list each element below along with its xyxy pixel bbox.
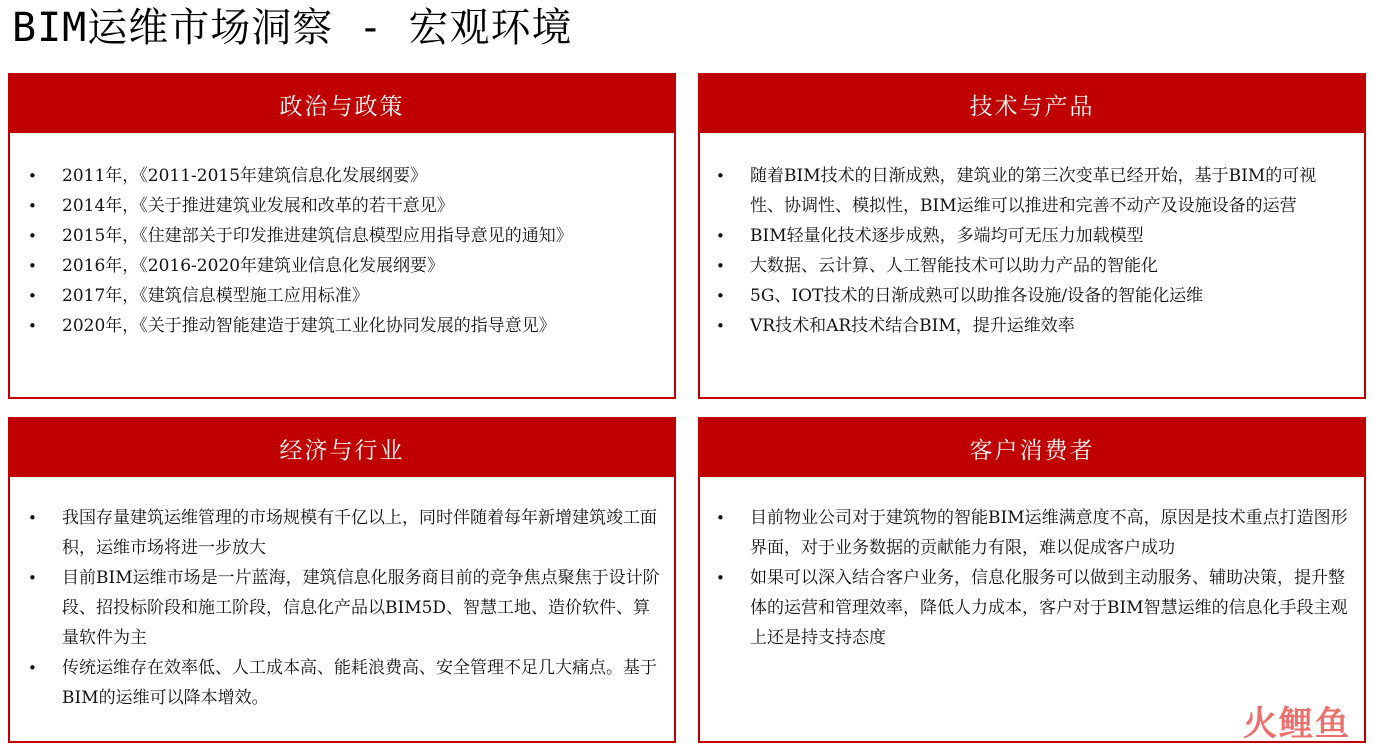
- bullet-list: [26, 161, 660, 341]
- list-item: • 2017年，《建筑信息模型施工应用标准》: [26, 281, 660, 311]
- list-item: • 我国存量建筑运维管理的市场规模有千亿以上，同时伴随着每年新增建筑竣工面积，运维市场将进一步放大: [26, 503, 660, 563]
- panel-body: [10, 477, 674, 713]
- panel-politics-policy: [8, 73, 676, 399]
- panel-header: 政治与政策: [10, 75, 674, 133]
- panel-header: 技术与产品: [700, 75, 1364, 133]
- list-item: • 大数据、云计算、人工智能技术可以助力产品的智能化: [714, 251, 1350, 281]
- list-item: • 目前BIM运维市场是一片蓝海，建筑信息化服务商目前的竞争焦点聚焦于设计阶段、招投标阶段和施工阶段，信息化产品以BIM5D、智慧工地、造价软件、算量软件为主: [26, 563, 660, 653]
- list-item: • 5G、IOT技术的日渐成熟可以助推各设施/设备的智能化运维: [714, 281, 1350, 311]
- panel-body: [10, 133, 674, 341]
- list-item: • BIM轻量化技术逐步成熟，多端均可无压力加载模型: [714, 221, 1350, 251]
- list-item: • 随着BIM技术的日渐成熟，建筑业的第三次变革已经开始，基于BIM的可视性、协调性、模拟性，BIM运维可以推进和完善不动产及设施设备的运营: [714, 161, 1350, 221]
- list-item: • 2015年，《住建部关于印发推进建筑信息模型应用指导意见的通知》: [26, 221, 660, 251]
- list-item: • 2014年，《关于推进建筑业发展和改革的若干意见》: [26, 191, 660, 221]
- list-item: • 2016年，《2016-2020年建筑业信息化发展纲要》: [26, 251, 660, 281]
- watermark-logo: 火鲤鱼: [1243, 704, 1351, 744]
- panel-customer-consumer: [698, 417, 1366, 743]
- panel-body: [700, 477, 1364, 653]
- list-item: • 2020年，《关于推动智能建造于建筑工业化协同发展的指导意见》: [26, 311, 660, 341]
- bullet-list: [714, 503, 1350, 653]
- list-item: • 2011年，《2011-2015年建筑信息化发展纲要》: [26, 161, 660, 191]
- panel-header: 经济与行业: [10, 419, 674, 477]
- panel-economy-industry: [8, 417, 676, 743]
- panel-header: 客户消费者: [700, 419, 1364, 477]
- panel-technology-product: [698, 73, 1366, 399]
- list-item: • VR技术和AR技术结合BIM，提升运维效率: [714, 311, 1350, 341]
- list-item: • 如果可以深入结合客户业务，信息化服务可以做到主动服务、辅助决策，提升整体的运营和管理效率，降低人力成本，客户对于BIM智慧运维的信息化手段主观上还是持支持态度: [714, 563, 1350, 653]
- bullet-list: [714, 161, 1350, 341]
- panel-body: [700, 133, 1364, 341]
- page-title: BIM运维市场洞察 - 宏观环境: [12, 5, 573, 51]
- list-item: • 传统运维存在效率低、人工成本高、能耗浪费高、安全管理不足几大痛点。基于BIM的运维可以降本增效。: [26, 653, 660, 713]
- bullet-list: [26, 503, 660, 713]
- list-item: • 目前物业公司对于建筑物的智能BIM运维满意度不高，原因是技术重点打造图形界面，对于业务数据的贡献能力有限，难以促成客户成功: [714, 503, 1350, 563]
